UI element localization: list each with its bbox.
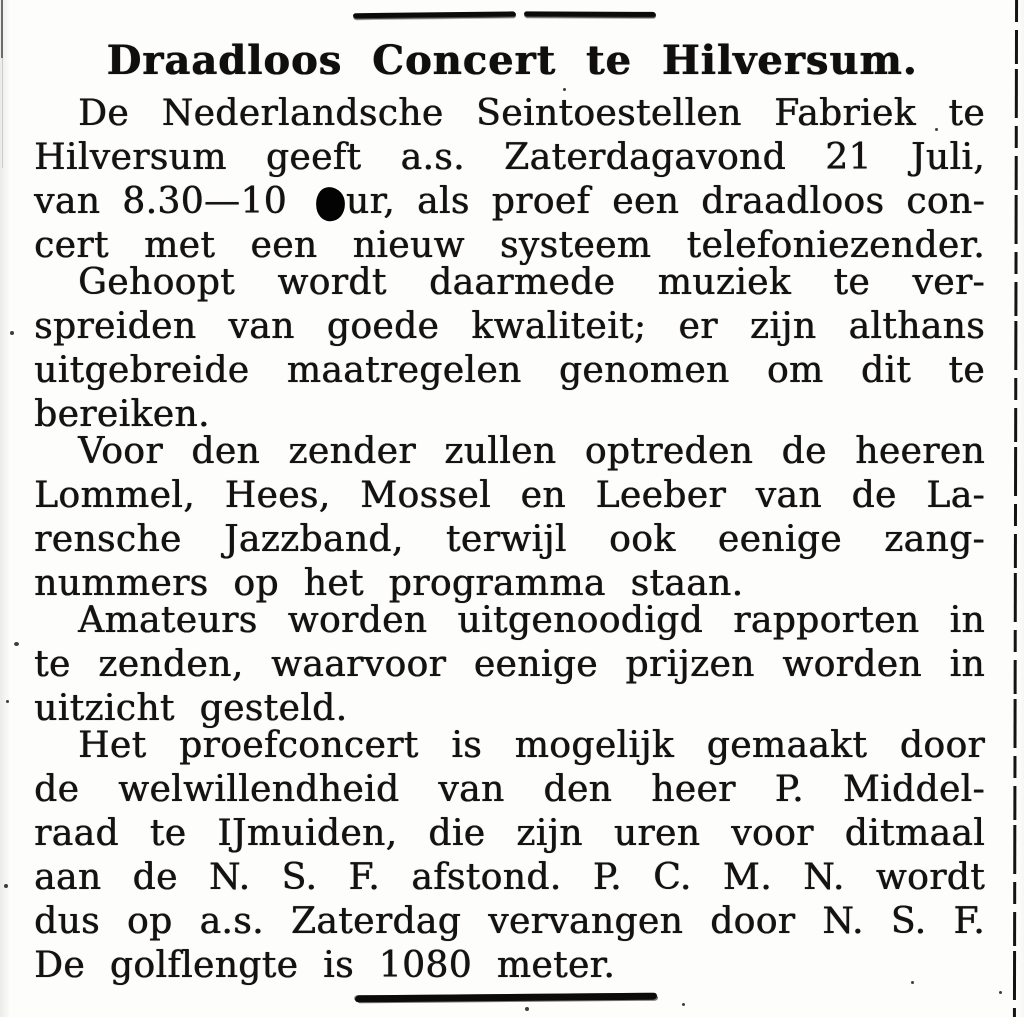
ink-speck <box>999 991 1002 994</box>
top-rule-segment-left <box>353 11 516 19</box>
text-line: aan de N. S. F. afstond. P. C. M. N. wordt <box>34 857 985 898</box>
ink-speck <box>563 88 566 91</box>
text-line: spreiden van goede kwaliteit; er zijn althans <box>34 306 985 347</box>
paragraph-1 <box>34 92 985 268</box>
paragraph-5 <box>34 724 985 988</box>
ink-speck <box>682 1003 685 1006</box>
text-line-fragment: ur, als proef een draadloos con- <box>345 181 986 222</box>
text-line: dus op a.s. Zaterdag vervangen door N. S. F. <box>34 901 985 942</box>
text-line: Voor den zender zullen optreden de heeren <box>78 431 985 472</box>
text-line: Lommel, Hees, Mossel en Leeber van de La- <box>34 475 985 516</box>
top-separator-rule <box>353 10 656 19</box>
text-line: Gehoopt wordt daarmede muziek te ver- <box>78 262 985 303</box>
text-line: De golflengte is 1080 meter. <box>34 945 616 986</box>
text-line: rensche Jazzband, terwijl ook eenige zang- <box>34 519 985 560</box>
top-rule-segment-right <box>524 11 656 18</box>
ink-speck <box>6 700 9 703</box>
text-line: raad te IJmuiden, die zijn uren voor ditmaal <box>34 813 985 854</box>
text-line: de welwillendheid van den heer P. Middel- <box>34 769 985 810</box>
ink-speck <box>14 642 19 646</box>
text-line: De Nederlandsche Seintoestellen Fabriek te <box>78 93 985 134</box>
paragraph-4 <box>34 599 985 731</box>
ink-speck <box>10 331 14 335</box>
text-line: te zenden, waarvoor eenige prijzen worden in <box>34 644 985 685</box>
text-line: uitzicht gesteld. <box>34 688 348 729</box>
paragraph-3 <box>34 430 985 606</box>
text-line-fragment: van 8.30—10 <box>34 181 287 222</box>
text-line: nummers op het programma staan. <box>34 563 744 604</box>
paragraph-2 <box>34 261 985 437</box>
text-line: Het proefconcert is mogelijk gemaakt door <box>78 725 985 766</box>
ink-speck <box>525 1007 529 1011</box>
text-line: Amateurs worden uitgenoodigd rapporten in <box>78 600 985 641</box>
text-line: Hilversum geeft a.s. Zaterdagavond 21 Juli, <box>34 137 985 178</box>
text-line: cert met een nieuw systeem telefoniezender. <box>34 225 985 266</box>
ink-speck <box>4 884 8 888</box>
article-body <box>34 92 985 988</box>
article-headline: Draadloos Concert te Hilversum. <box>106 37 918 84</box>
text-line <box>34 180 985 224</box>
column-divider-rule <box>1013 0 1018 1017</box>
text-line: uitgebreide maatregelen genomen om dit te <box>34 350 985 391</box>
bottom-separator-rule <box>355 993 657 1003</box>
ink-blot <box>313 185 347 223</box>
text-line: bereiken. <box>34 394 210 435</box>
